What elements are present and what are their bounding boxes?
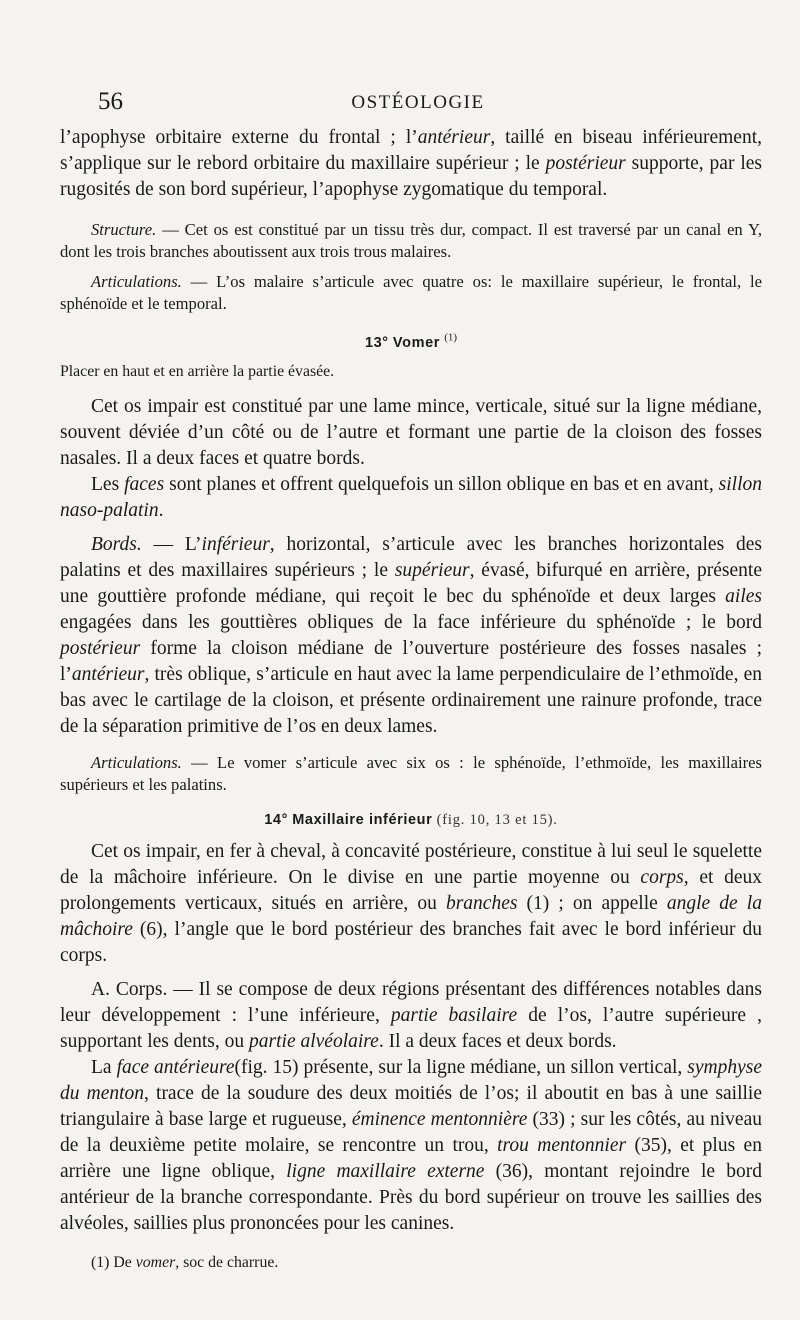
text-run: — Il se compose de deux régions présentant des différences notables dans leur développement : l’une inférieure, <box>60 979 762 1026</box>
text-run: (35), et plus en arrière une ligne oblique, <box>60 1135 762 1182</box>
text-run: (fig. 15) présente, sur la ligne médiane, un sillon vertical, <box>234 1057 688 1078</box>
emphasis: antérieur <box>71 664 145 685</box>
text-run: — Le vomer s’articule avec six os : le sphénoïde, l’ethmoïde, les maxillaires supérieurs et les palatins. <box>60 753 762 794</box>
corps-label: A. Corps. <box>91 979 168 1000</box>
emphasis: symphyse du menton <box>60 1057 762 1104</box>
section-number: 13° <box>364 335 389 351</box>
text-run: . Il a deux faces et deux bords. <box>378 1031 617 1052</box>
emphasis: postérieur <box>545 153 626 174</box>
paragraph-malar-continuation <box>60 125 762 203</box>
section-title: Maxillaire inférieur <box>292 812 433 828</box>
text-run: (36), montant rejoindre le bord antérieur de la branche correspondante. Près du bord supérieur on trouve les saillies des alvéoles, saillies plus prononcées pour les canines. <box>60 1161 763 1234</box>
emphasis: trou mentonnier <box>497 1135 627 1156</box>
emphasis: partie basilaire <box>390 1005 518 1026</box>
bords-label: Bords. <box>91 534 142 555</box>
emphasis: vomer <box>135 1254 176 1271</box>
figure-reference: (fig. 10, 13 et 15). <box>436 812 558 828</box>
text-run: (1) ; on appelle <box>517 893 667 914</box>
section-number: 14° <box>264 812 288 828</box>
emphasis: postérieur <box>60 638 141 659</box>
paragraph-vomer-faces <box>60 472 762 524</box>
text-run: de l’os, l’autre supérieure , supportant les dents, ou <box>60 1005 762 1052</box>
text-run: De <box>109 1254 136 1271</box>
section-heading-vomer <box>60 331 762 354</box>
section-title: Vomer <box>392 335 440 351</box>
text-run: , taillé en biseau inférieurement, s’applique sur le rebord orbitaire du maxillaire supérieur ; le <box>60 127 762 174</box>
text-run: l’apophyse orbitaire externe du frontal ; l’ <box>60 127 418 148</box>
text-run: Cet os impair, en fer à cheval, à concavité postérieure, constitue à lui seul le squelette de la mâchoire inférieure. On le divise en une partie moyenne ou <box>60 841 762 888</box>
footnote <box>60 1253 762 1273</box>
structure-label: Structure. <box>91 220 157 239</box>
paragraph-mandible-intro <box>60 839 762 969</box>
placement-instruction: Placer en haut et en arrière la partie évasée. <box>60 363 335 380</box>
text-run: forme la cloison médiane de l’ouverture postérieure des fosses nasales ; l’ <box>60 638 762 685</box>
text-run: Les <box>91 474 125 495</box>
footnote-mark: (1) <box>444 331 458 344</box>
emphasis: antérieur <box>417 127 491 148</box>
footnote-mark: (1) <box>91 1254 110 1271</box>
paragraph-mandible-corps <box>60 977 762 1055</box>
text-run: , très oblique, s’articule en haut avec la lame perpendiculaire de l’ethmoïde, en bas avec le cartilage de la cloison, et présente ordinairement une rainure profonde, trace de la séparation primitive de l’os en deux lames. <box>60 664 762 737</box>
text-run: , horizontal, s’articule avec les branches horizontales des palatins et des maxillaires supérieurs ; le <box>60 534 762 581</box>
emphasis: branches <box>445 893 518 914</box>
emphasis: inférieur <box>201 534 270 555</box>
text-run: — Cet os est constitué par un tissu très dur, compact. Il est traversé par un canal en Y, dont les trois branches aboutissent aux trois trous malaires. <box>60 220 762 261</box>
text-run: , évasé, bifurqué en arrière, présente une gouttière profonde médiane, qui reçoit le bec du sphénoïde et deux larges <box>60 560 762 607</box>
emphasis: sillon naso-palatin <box>60 474 762 521</box>
paragraph-articulations-malar <box>60 271 762 315</box>
text-run: , trace de la soudure des deux moitiés de l’os; il aboutit en bas à une saillie triangulaire à base large et rugueuse, <box>60 1083 763 1130</box>
page-header <box>98 88 738 116</box>
paragraph-vomer-articulations <box>60 752 762 796</box>
paragraph-vomer-bords <box>60 532 762 740</box>
text-run: La <box>91 1057 117 1078</box>
text-run: sont planes et offrent quelquefois un sillon oblique en bas et en avant, <box>164 474 719 495</box>
page-number: 56 <box>98 88 123 115</box>
emphasis: éminence mentonnière <box>351 1109 528 1130</box>
paragraph-vomer-intro: Cet os impair est constitué par une lame mince, verticale, situé sur la ligne médiane, souvent déviée d’un côté ou de l’autre et formant une partie de la cloison des fosses nasales. Il a deux faces et quatre bords. <box>60 396 762 469</box>
emphasis: partie alvéolaire <box>249 1031 379 1052</box>
running-title: OSTÉOLOGIE <box>351 92 485 113</box>
emphasis: angle de la mâchoire <box>60 893 762 940</box>
emphasis: ligne maxillaire externe <box>286 1161 485 1182</box>
articulations-label: Articulations. <box>91 272 182 291</box>
section-heading-mandible <box>60 808 762 831</box>
emphasis: supérieur <box>394 560 470 581</box>
paragraph-mandible-face-anterieure <box>60 1055 762 1237</box>
emphasis: ailes <box>725 586 762 607</box>
text-run: — L’os malaire s’articule avec quatre os: le maxillaire supérieur, le frontal, le sphénoïde et le temporal. <box>60 272 762 313</box>
text-run: supporte, par les rugosités de son bord supérieur, l’apophyse zygomatique du temporal. <box>60 153 762 200</box>
emphasis: faces <box>124 474 165 495</box>
text-run: — L’ <box>141 534 202 555</box>
paragraph-structure <box>60 219 762 263</box>
text-run: , et deux prolongements verticaux, situés en arrière, ou <box>60 867 763 914</box>
articulations-label: Articulations. <box>91 753 182 772</box>
text-run: . <box>158 500 164 521</box>
emphasis: face antérieure <box>116 1057 235 1078</box>
text-run: (33) ; sur les côtés, au niveau de la deuxième petite molaire, se rencontre un trou, <box>60 1109 762 1156</box>
text-run: (6), l’angle que le bord postérieur des branches fait avec le bord inférieur du corps. <box>60 919 762 966</box>
page-body <box>60 125 762 1273</box>
text-run: engagées dans les gouttières obliques de la face inférieure du sphénoïde ; le bord <box>60 612 762 633</box>
emphasis: corps <box>640 867 684 888</box>
text-run: , soc de charrue. <box>175 1254 279 1271</box>
